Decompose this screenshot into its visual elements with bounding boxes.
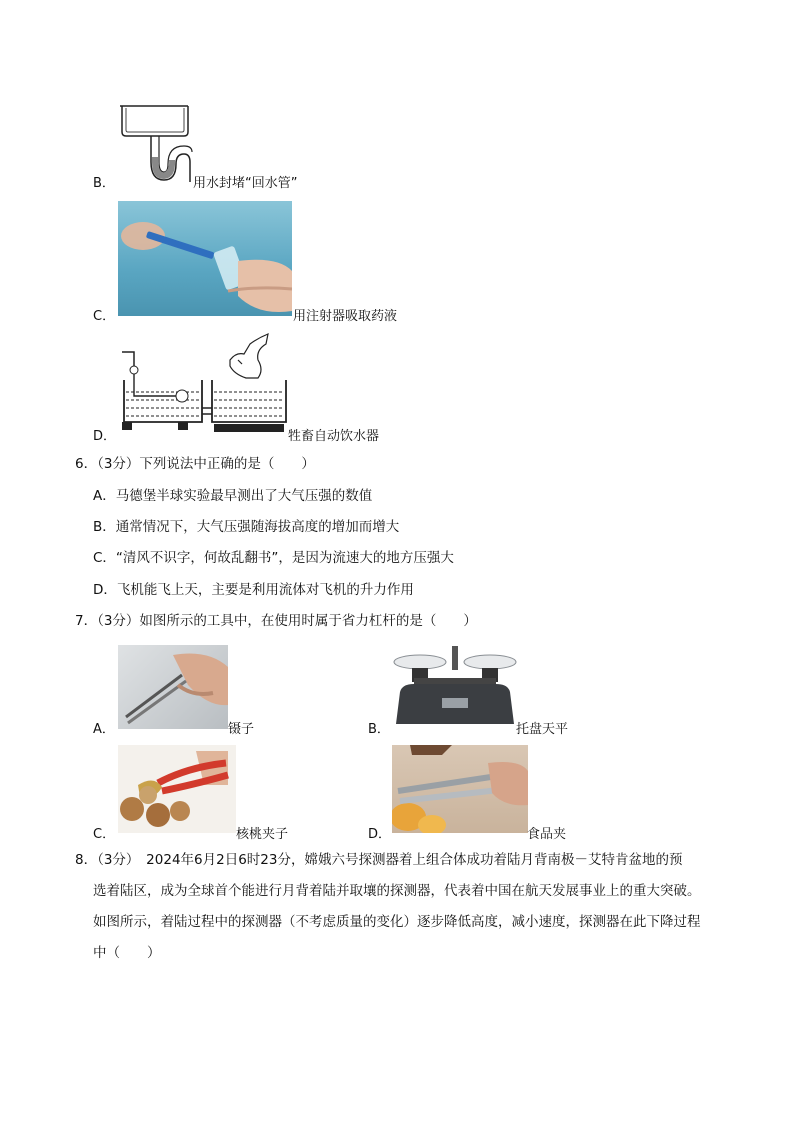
q8-line-3: 如图所示，着陆过程中的探测器（不考虑质量的变化）逐步降低高度，减小速度，探测器在此下降过程 [93, 914, 701, 930]
q7-option-d-letter[interactable]: D． [368, 827, 392, 842]
livestock-waterer-diagram [118, 330, 290, 438]
q8-line-4: 中（ ） [93, 945, 161, 961]
q7-option-c-letter[interactable]: C． [93, 827, 116, 842]
q5-option-b-caption: 用水封堵“回水管” [193, 176, 298, 191]
tweezers-photo [118, 645, 228, 729]
q7-option-d-caption: 食品夹 [527, 827, 567, 842]
syringe-photo [118, 201, 292, 316]
q5-option-b-letter[interactable]: B． [93, 176, 115, 191]
q8-line-2: 选着陆区，成为全球首个能进行月背着陆并取壤的探测器，代表着中国在航天发展事业上的重大突破。 [93, 883, 701, 899]
tray-balance-photo [392, 642, 518, 730]
q6-option-a[interactable]: A．马德堡半球实验最早测出了大气压强的数值 [93, 488, 373, 504]
sink-trap-diagram [118, 102, 194, 184]
q5-option-c-letter[interactable]: C． [93, 309, 116, 324]
q5-option-d-letter[interactable]: D． [93, 429, 117, 444]
nutcracker-photo [118, 745, 236, 833]
q6-option-d[interactable]: D．飞机能飞上天，主要是利用流体对飞机的升力作用 [93, 582, 414, 598]
q6-option-c[interactable]: C．“清风不识字，何故乱翻书”，是因为流速大的地方压强大 [93, 550, 454, 566]
q7-option-b-letter[interactable]: B． [368, 722, 390, 737]
q5-option-d-caption: 牲畜自动饮水器 [288, 429, 380, 444]
q7-option-a-letter[interactable]: A． [93, 722, 115, 737]
q7-stem: 7．（3分）如图所示的工具中，在使用时属于省力杠杆的是（ ） [75, 613, 477, 629]
q7-option-b-caption: 托盘天平 [516, 722, 569, 737]
food-tongs-photo [392, 745, 528, 833]
q5-option-c-caption: 用注射器吸取药液 [293, 309, 398, 324]
q7-option-a-caption: 镊子 [228, 722, 255, 737]
q7-option-c-caption: 核桃夹子 [236, 827, 289, 842]
q8-line-1: 8．（3分） 2024年6月2日6时23分，嫦娥六号探测器着上组合体成功着陆月背南极－艾特肯盆地的预 [75, 852, 683, 868]
q6-option-b[interactable]: B．通常情况下，大气压强随海拔高度的增加而增大 [93, 519, 400, 535]
q6-stem: 6．（3分）下列说法中正确的是（ ） [75, 456, 315, 472]
